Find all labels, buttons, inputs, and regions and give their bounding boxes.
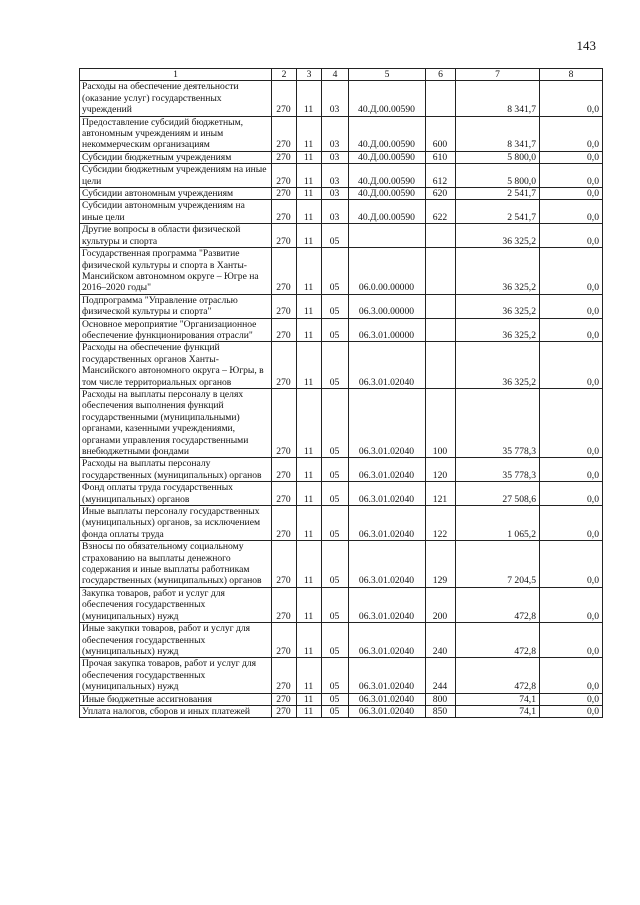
cell-c8: 0,0 bbox=[540, 294, 603, 318]
cell-c4: 05 bbox=[322, 318, 349, 342]
cell-c8: 0,0 bbox=[540, 388, 603, 457]
cell-c3: 11 bbox=[297, 294, 322, 318]
cell-c6: 620 bbox=[426, 188, 456, 200]
cell-c5: 06.3.01.02040 bbox=[349, 482, 426, 506]
cell-c7: 36 325,2 bbox=[456, 318, 540, 342]
cell-c8: 0,0 bbox=[540, 658, 603, 693]
cell-c3: 11 bbox=[297, 388, 322, 457]
cell-c8: 0,0 bbox=[540, 541, 603, 588]
table-header bbox=[80, 69, 603, 81]
cell-c4: 05 bbox=[322, 623, 349, 658]
table-row bbox=[80, 151, 603, 163]
cell-c2: 270 bbox=[272, 388, 297, 457]
row-name-cell: Закупка товаров, работ и услуг для обеспечения государственных (муниципальных) нужд bbox=[80, 587, 272, 622]
cell-c4: 03 bbox=[322, 200, 349, 224]
table-row bbox=[80, 693, 603, 705]
cell-c6: 200 bbox=[426, 587, 456, 622]
cell-c3: 11 bbox=[297, 482, 322, 506]
table-row bbox=[80, 342, 603, 389]
cell-c2: 270 bbox=[272, 658, 297, 693]
table-row bbox=[80, 318, 603, 342]
cell-c6: 240 bbox=[426, 623, 456, 658]
cell-c6: 120 bbox=[426, 458, 456, 482]
table-row bbox=[80, 116, 603, 151]
cell-c3: 11 bbox=[297, 693, 322, 705]
cell-c5: 40.Д.00.00590 bbox=[349, 188, 426, 200]
cell-c2: 270 bbox=[272, 587, 297, 622]
cell-c4: 03 bbox=[322, 81, 349, 116]
cell-c6 bbox=[426, 224, 456, 248]
column-header-3: 3 bbox=[297, 69, 322, 81]
cell-c2: 270 bbox=[272, 705, 297, 717]
table-row bbox=[80, 482, 603, 506]
cell-c4: 05 bbox=[322, 342, 349, 389]
cell-c6: 850 bbox=[426, 705, 456, 717]
cell-c7: 2 541,7 bbox=[456, 188, 540, 200]
cell-c5: 06.3.01.02040 bbox=[349, 388, 426, 457]
cell-c8: 0,0 bbox=[540, 116, 603, 151]
header-row bbox=[80, 69, 603, 81]
cell-c6: 600 bbox=[426, 116, 456, 151]
cell-c4: 05 bbox=[322, 294, 349, 318]
cell-c7: 472,8 bbox=[456, 658, 540, 693]
cell-c5: 06.3.01.02040 bbox=[349, 506, 426, 541]
cell-c5: 06.3.01.02040 bbox=[349, 342, 426, 389]
cell-c2: 270 bbox=[272, 116, 297, 151]
cell-c7: 1 065,2 bbox=[456, 506, 540, 541]
cell-c8: 0,0 bbox=[540, 200, 603, 224]
cell-c6: 610 bbox=[426, 151, 456, 163]
cell-c8: 0,0 bbox=[540, 482, 603, 506]
row-name-cell: Иные закупки товаров, работ и услуг для обеспечения государственных (муниципальных) нужд bbox=[80, 623, 272, 658]
row-name-cell: Субсидии автономным учреждениям bbox=[80, 188, 272, 200]
cell-c4: 05 bbox=[322, 482, 349, 506]
row-name-cell: Субсидии автономным учреждениям на иные цели bbox=[80, 200, 272, 224]
cell-c3: 11 bbox=[297, 623, 322, 658]
cell-c3: 11 bbox=[297, 164, 322, 188]
cell-c6: 122 bbox=[426, 506, 456, 541]
cell-c8: 0,0 bbox=[540, 506, 603, 541]
table-row bbox=[80, 388, 603, 457]
cell-c5: 06.3.01.02040 bbox=[349, 541, 426, 588]
cell-c2: 270 bbox=[272, 693, 297, 705]
cell-c7: 74,1 bbox=[456, 693, 540, 705]
row-name-cell: Иные бюджетные ассигнования bbox=[80, 693, 272, 705]
row-name-cell: Субсидии бюджетным учреждениям на иные цели bbox=[80, 164, 272, 188]
cell-c7: 36 325,2 bbox=[456, 248, 540, 295]
table-row bbox=[80, 705, 603, 717]
column-header-7: 7 bbox=[456, 69, 540, 81]
table-row bbox=[80, 248, 603, 295]
cell-c5: 06.3.01.02040 bbox=[349, 587, 426, 622]
column-header-1: 1 bbox=[80, 69, 272, 81]
cell-c8: 0,0 bbox=[540, 224, 603, 248]
cell-c7: 36 325,2 bbox=[456, 224, 540, 248]
column-header-5: 5 bbox=[349, 69, 426, 81]
table-row bbox=[80, 541, 603, 588]
cell-c3: 11 bbox=[297, 188, 322, 200]
cell-c7: 2 541,7 bbox=[456, 200, 540, 224]
cell-c6: 244 bbox=[426, 658, 456, 693]
cell-c2: 270 bbox=[272, 318, 297, 342]
cell-c4: 05 bbox=[322, 693, 349, 705]
cell-c6: 121 bbox=[426, 482, 456, 506]
cell-c5: 40.Д.00.00590 bbox=[349, 200, 426, 224]
row-name-cell: Расходы на выплаты персоналу в целях обеспечения выполнения функций государственными (муниципальными) органами, казенными учреждениями, органами управления государственными внебюджетными фондами bbox=[80, 388, 272, 457]
cell-c6: 100 bbox=[426, 388, 456, 457]
cell-c7: 36 325,2 bbox=[456, 294, 540, 318]
table-row bbox=[80, 81, 603, 116]
table-row bbox=[80, 294, 603, 318]
row-name-cell: Государственная программа "Развитие физической культуры и спорта в Ханты-Мансийском автономном округе – Югре на 2016–2020 годы" bbox=[80, 248, 272, 295]
cell-c7: 8 341,7 bbox=[456, 116, 540, 151]
cell-c5: 06.3.01.02040 bbox=[349, 705, 426, 717]
cell-c4: 03 bbox=[322, 164, 349, 188]
row-name-cell: Прочая закупка товаров, работ и услуг для обеспечения государственных (муниципальных) нужд bbox=[80, 658, 272, 693]
cell-c7: 27 508,6 bbox=[456, 482, 540, 506]
cell-c7: 5 800,0 bbox=[456, 151, 540, 163]
cell-c5: 06.3.01.00000 bbox=[349, 318, 426, 342]
cell-c2: 270 bbox=[272, 506, 297, 541]
cell-c3: 11 bbox=[297, 506, 322, 541]
cell-c8: 0,0 bbox=[540, 188, 603, 200]
cell-c2: 270 bbox=[272, 623, 297, 658]
table-row bbox=[80, 200, 603, 224]
row-name-cell: Фонд оплаты труда государственных (муниципальных) органов bbox=[80, 482, 272, 506]
cell-c4: 05 bbox=[322, 506, 349, 541]
table-row bbox=[80, 164, 603, 188]
cell-c4: 05 bbox=[322, 388, 349, 457]
column-header-6: 6 bbox=[426, 69, 456, 81]
table-row bbox=[80, 623, 603, 658]
cell-c7: 35 778,3 bbox=[456, 458, 540, 482]
cell-c2: 270 bbox=[272, 541, 297, 588]
cell-c6: 612 bbox=[426, 164, 456, 188]
cell-c3: 11 bbox=[297, 224, 322, 248]
cell-c4: 03 bbox=[322, 151, 349, 163]
cell-c3: 11 bbox=[297, 200, 322, 224]
cell-c8: 0,0 bbox=[540, 248, 603, 295]
cell-c2: 270 bbox=[272, 482, 297, 506]
cell-c6 bbox=[426, 294, 456, 318]
cell-c5: 06.3.00.00000 bbox=[349, 294, 426, 318]
cell-c7: 7 204,5 bbox=[456, 541, 540, 588]
cell-c2: 270 bbox=[272, 81, 297, 116]
cell-c5: 40.Д.00.00590 bbox=[349, 164, 426, 188]
cell-c5: 06.3.01.02040 bbox=[349, 658, 426, 693]
table-row bbox=[80, 188, 603, 200]
row-name-cell: Подпрограмма "Управление отраслью физической культуры и спорта" bbox=[80, 294, 272, 318]
cell-c2: 270 bbox=[272, 151, 297, 163]
cell-c2: 270 bbox=[272, 224, 297, 248]
cell-c8: 0,0 bbox=[540, 81, 603, 116]
table-row bbox=[80, 224, 603, 248]
cell-c3: 11 bbox=[297, 81, 322, 116]
cell-c2: 270 bbox=[272, 294, 297, 318]
cell-c6: 129 bbox=[426, 541, 456, 588]
table-row bbox=[80, 587, 603, 622]
cell-c4: 05 bbox=[322, 248, 349, 295]
cell-c7: 36 325,2 bbox=[456, 342, 540, 389]
cell-c8: 0,0 bbox=[540, 151, 603, 163]
cell-c5: 40.Д.00.00590 bbox=[349, 151, 426, 163]
cell-c2: 270 bbox=[272, 188, 297, 200]
column-header-2: 2 bbox=[272, 69, 297, 81]
row-name-cell: Уплата налогов, сборов и иных платежей bbox=[80, 705, 272, 717]
cell-c8: 0,0 bbox=[540, 342, 603, 389]
cell-c4: 05 bbox=[322, 587, 349, 622]
cell-c6: 622 bbox=[426, 200, 456, 224]
row-name-cell: Иные выплаты персоналу государственных (муниципальных) органов, за исключением фонда оплаты труда bbox=[80, 506, 272, 541]
cell-c3: 11 bbox=[297, 151, 322, 163]
cell-c3: 11 bbox=[297, 541, 322, 588]
row-name-cell: Расходы на выплаты персоналу государственных (муниципальных) органов bbox=[80, 458, 272, 482]
cell-c5: 06.3.01.02040 bbox=[349, 623, 426, 658]
cell-c3: 11 bbox=[297, 587, 322, 622]
row-name-cell: Субсидии бюджетным учреждениям bbox=[80, 151, 272, 163]
row-name-cell: Основное мероприятие "Организационное обеспечение функционирования отрасли" bbox=[80, 318, 272, 342]
row-name-cell: Расходы на обеспечение деятельности (оказание услуг) государственных учреждений bbox=[80, 81, 272, 116]
cell-c4: 05 bbox=[322, 658, 349, 693]
row-name-cell: Взносы по обязательному социальному страхованию на выплаты денежного содержания и иные выплаты работникам государственных (муниципальных) органов bbox=[80, 541, 272, 588]
cell-c4: 05 bbox=[322, 224, 349, 248]
cell-c3: 11 bbox=[297, 658, 322, 693]
cell-c4: 05 bbox=[322, 541, 349, 588]
table-row bbox=[80, 506, 603, 541]
cell-c8: 0,0 bbox=[540, 705, 603, 717]
cell-c7: 8 341,7 bbox=[456, 81, 540, 116]
cell-c6 bbox=[426, 248, 456, 295]
cell-c8: 0,0 bbox=[540, 458, 603, 482]
table-body bbox=[80, 81, 603, 718]
cell-c8: 0,0 bbox=[540, 693, 603, 705]
cell-c5: 40.Д.00.00590 bbox=[349, 116, 426, 151]
cell-c4: 03 bbox=[322, 116, 349, 151]
cell-c3: 11 bbox=[297, 458, 322, 482]
cell-c8: 0,0 bbox=[540, 587, 603, 622]
cell-c8: 0,0 bbox=[540, 164, 603, 188]
cell-c8: 0,0 bbox=[540, 623, 603, 658]
cell-c8: 0,0 bbox=[540, 318, 603, 342]
cell-c6 bbox=[426, 318, 456, 342]
row-name-cell: Предоставление субсидий бюджетным, автономным учреждениям и иным некоммерческим организациям bbox=[80, 116, 272, 151]
cell-c2: 270 bbox=[272, 248, 297, 295]
row-name-cell: Расходы на обеспечение функций государственных органов Ханты-Мансийского автономного округа – Югры, в том числе территориальных органов bbox=[80, 342, 272, 389]
cell-c7: 74,1 bbox=[456, 705, 540, 717]
cell-c7: 5 800,0 bbox=[456, 164, 540, 188]
cell-c7: 472,8 bbox=[456, 587, 540, 622]
cell-c4: 05 bbox=[322, 705, 349, 717]
table-row bbox=[80, 658, 603, 693]
cell-c5: 06.3.01.02040 bbox=[349, 458, 426, 482]
cell-c5: 40.Д.00.00590 bbox=[349, 81, 426, 116]
cell-c2: 270 bbox=[272, 164, 297, 188]
cell-c7: 472,8 bbox=[456, 623, 540, 658]
cell-c5: 06.0.00.00000 bbox=[349, 248, 426, 295]
table-row bbox=[80, 458, 603, 482]
cell-c5 bbox=[349, 224, 426, 248]
cell-c2: 270 bbox=[272, 342, 297, 389]
cell-c7: 35 778,3 bbox=[456, 388, 540, 457]
cell-c4: 05 bbox=[322, 458, 349, 482]
cell-c3: 11 bbox=[297, 116, 322, 151]
cell-c6 bbox=[426, 342, 456, 389]
cell-c3: 11 bbox=[297, 342, 322, 389]
cell-c3: 11 bbox=[297, 318, 322, 342]
page-number: 143 bbox=[576, 38, 596, 53]
cell-c4: 03 bbox=[322, 188, 349, 200]
cell-c3: 11 bbox=[297, 705, 322, 717]
budget-table bbox=[79, 68, 603, 718]
cell-c3: 11 bbox=[297, 248, 322, 295]
cell-c5: 06.3.01.02040 bbox=[349, 693, 426, 705]
cell-c2: 270 bbox=[272, 458, 297, 482]
cell-c6: 800 bbox=[426, 693, 456, 705]
column-header-4: 4 bbox=[322, 69, 349, 81]
column-header-8: 8 bbox=[540, 69, 603, 81]
cell-c2: 270 bbox=[272, 200, 297, 224]
row-name-cell: Другие вопросы в области физической культуры и спорта bbox=[80, 224, 272, 248]
cell-c6 bbox=[426, 81, 456, 116]
